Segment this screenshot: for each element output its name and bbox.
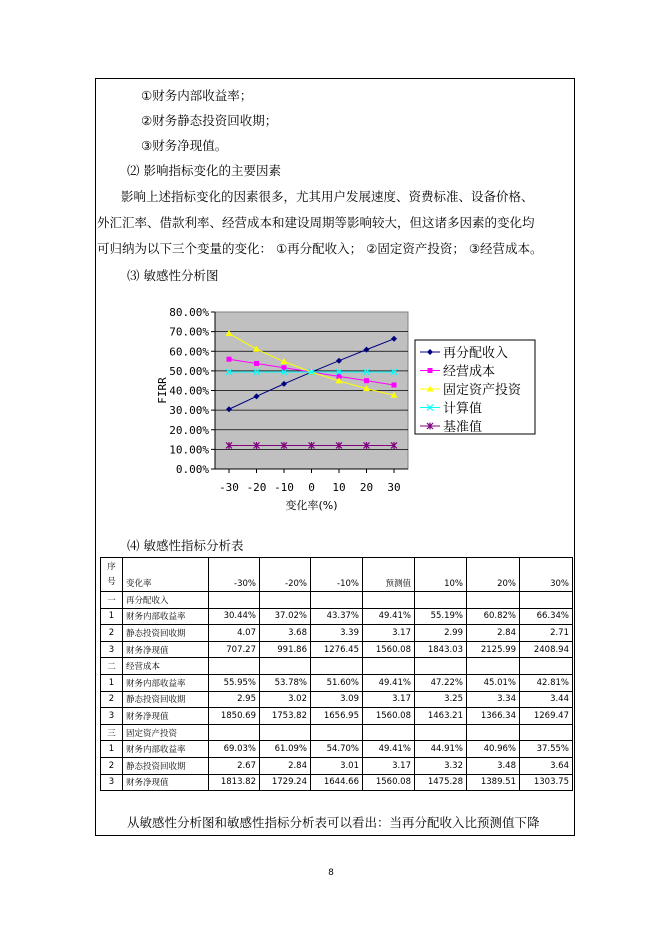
row-value — [467, 592, 520, 609]
row-seq: 一 — [101, 592, 123, 609]
row-label: 财务净现值 — [123, 774, 209, 791]
row-value: 1366.34 — [467, 708, 520, 725]
table-row — [101, 608, 573, 625]
table-row — [101, 625, 573, 642]
paragraph-line-1: 影响上述指标变化的因素很多，尤其用户发展速度、资费标准、设备价格、 — [121, 189, 534, 204]
x-tick-label: 10 — [332, 481, 346, 494]
legend-entry: 固定资产投资 — [443, 383, 522, 398]
row-label: 静态投资回收期 — [123, 691, 209, 708]
paragraph-line-2: 外汇汇率、借款利率、经营成本和建设周期等影响较大，但这诸多因素的变化均 — [97, 215, 535, 230]
row-value: 3.34 — [467, 691, 520, 708]
row-value: 3.44 — [520, 691, 573, 708]
row-value: 1644.66 — [311, 774, 363, 791]
header-seq-2: 号 — [107, 576, 116, 587]
data-point — [227, 357, 232, 362]
x-tick-label: -10 — [274, 481, 294, 494]
row-value: 1656.95 — [311, 708, 363, 725]
row-value: 4.07 — [209, 625, 260, 642]
section-heading-factors: ⑵ 影响指标变化的主要因素 — [127, 163, 281, 178]
section-heading-chart: ⑶ 敏感性分析图 — [127, 268, 219, 283]
sensitivity-chart — [155, 296, 550, 518]
row-value: 2.71 — [520, 625, 573, 642]
table-header-row — [101, 558, 573, 592]
row-seq: 2 — [101, 757, 123, 774]
table-row — [101, 691, 573, 708]
legend-entry: 计算值 — [443, 401, 483, 417]
header-seq — [101, 558, 123, 592]
table-section-row — [101, 658, 573, 675]
row-value: 3.25 — [415, 691, 467, 708]
row-label: 静态投资回收期 — [123, 625, 209, 642]
y-tick-label: 20.00% — [169, 423, 209, 437]
row-value: 55.95% — [209, 674, 260, 691]
row-seq: 3 — [101, 641, 123, 658]
row-value: 3.68 — [260, 625, 311, 642]
table-section-row — [101, 592, 573, 609]
header-col: 预测值 — [363, 558, 415, 592]
list-item-firr: ①财务内部收益率； — [141, 88, 253, 103]
row-label: 静态投资回收期 — [123, 757, 209, 774]
row-value: 1843.03 — [415, 641, 467, 658]
row-seq: 1 — [101, 608, 123, 625]
row-seq: 三 — [101, 724, 123, 741]
x-tick-label: 30 — [387, 481, 401, 494]
row-value: 1475.28 — [415, 774, 467, 791]
row-value: 42.81% — [520, 674, 573, 691]
row-value — [311, 724, 363, 741]
y-tick-label: 80.00% — [169, 306, 209, 319]
row-value: 3.17 — [363, 757, 415, 774]
x-axis-label: 变化率(%) — [285, 499, 338, 512]
row-value — [415, 724, 467, 741]
row-value — [467, 658, 520, 675]
row-value — [415, 592, 467, 609]
row-value — [311, 658, 363, 675]
row-value: 30.44% — [209, 608, 260, 625]
header-col: -30% — [209, 558, 260, 592]
section-heading-table: ⑷ 敏感性指标分析表 — [127, 538, 244, 553]
row-value: 69.03% — [209, 741, 260, 758]
row-value: 2.99 — [415, 625, 467, 642]
row-value: 2.84 — [467, 625, 520, 642]
row-value: 707.27 — [209, 641, 260, 658]
row-seq: 2 — [101, 625, 123, 642]
row-value: 61.09% — [260, 741, 311, 758]
row-value — [260, 658, 311, 675]
row-label: 财务净现值 — [123, 708, 209, 725]
row-seq: 3 — [101, 774, 123, 791]
row-value: 60.82% — [467, 608, 520, 625]
row-value: 3.17 — [363, 691, 415, 708]
row-value: 53.78% — [260, 674, 311, 691]
header-col: 10% — [415, 558, 467, 592]
paragraph-line-3: 可归纳为以下三个变量的变化： ①再分配收入； ②固定资产投资； ③经营成本。 — [97, 241, 543, 256]
y-tick-label: 40.00% — [169, 384, 209, 398]
row-seq: 3 — [101, 708, 123, 725]
row-value: 1276.45 — [311, 641, 363, 658]
row-value: 49.41% — [363, 674, 415, 691]
row-value: 55.19% — [415, 608, 467, 625]
list-item-npv: ③财务净现值。 — [141, 138, 228, 153]
header-col: -10% — [311, 558, 363, 592]
row-value — [363, 658, 415, 675]
row-value — [467, 724, 520, 741]
row-value — [311, 592, 363, 609]
row-value: 2.67 — [209, 757, 260, 774]
row-label: 财务内部收益率 — [123, 674, 209, 691]
row-value — [209, 724, 260, 741]
row-seq: 二 — [101, 658, 123, 675]
row-value: 1389.51 — [467, 774, 520, 791]
y-tick-label: 60.00% — [169, 345, 209, 359]
row-value — [520, 658, 573, 675]
table-row — [101, 741, 573, 758]
row-value: 51.60% — [311, 674, 363, 691]
x-tick-label: 0 — [308, 481, 315, 494]
y-tick-label: 10.00% — [169, 443, 209, 457]
row-value: 47.22% — [415, 674, 467, 691]
header-col: -20% — [260, 558, 311, 592]
row-label: 财务净现值 — [123, 641, 209, 658]
data-point — [392, 382, 397, 387]
row-label: 经营成本 — [123, 658, 209, 675]
row-value: 45.01% — [467, 674, 520, 691]
legend-entry: 经营成本 — [443, 364, 496, 380]
row-value: 49.41% — [363, 608, 415, 625]
x-tick-label: -30 — [219, 481, 239, 494]
row-seq: 2 — [101, 691, 123, 708]
row-value — [209, 592, 260, 609]
row-value: 37.55% — [520, 741, 573, 758]
header-col: 20% — [467, 558, 520, 592]
table-section-row — [101, 724, 573, 741]
sensitivity-table — [100, 557, 573, 791]
row-label: 财务内部收益率 — [123, 741, 209, 758]
row-value: 1560.08 — [363, 774, 415, 791]
row-value: 3.32 — [415, 757, 467, 774]
legend-entry: 基准值 — [443, 420, 483, 435]
row-value — [363, 592, 415, 609]
legend-marker — [428, 368, 433, 373]
row-value: 1729.24 — [260, 774, 311, 791]
y-tick-label: 0.00% — [175, 463, 209, 476]
y-tick-label: 30.00% — [169, 404, 209, 418]
row-value: 37.02% — [260, 608, 311, 625]
row-value: 3.02 — [260, 691, 311, 708]
row-label: 财务内部收益率 — [123, 608, 209, 625]
row-value: 3.48 — [467, 757, 520, 774]
header-col: 30% — [520, 558, 573, 592]
row-seq: 1 — [101, 674, 123, 691]
y-tick-label: 70.00% — [169, 325, 209, 339]
row-value — [415, 658, 467, 675]
data-point — [364, 378, 369, 383]
conclusion-text: 从敏感性分析图和敏感性指标分析表可以看出：当再分配收入比预测值下降 — [127, 815, 540, 830]
row-value: 3.09 — [311, 691, 363, 708]
row-seq: 1 — [101, 741, 123, 758]
row-value: 2408.94 — [520, 641, 573, 658]
row-value — [520, 724, 573, 741]
row-value: 44.91% — [415, 741, 467, 758]
row-value: 2.95 — [209, 691, 260, 708]
row-value: 1560.08 — [363, 708, 415, 725]
row-value: 1560.08 — [363, 641, 415, 658]
row-value: 2.84 — [260, 757, 311, 774]
row-value: 1463.21 — [415, 708, 467, 725]
row-value: 1753.82 — [260, 708, 311, 725]
row-value — [209, 658, 260, 675]
row-value: 54.70% — [311, 741, 363, 758]
row-value: 3.39 — [311, 625, 363, 642]
row-value: 40.96% — [467, 741, 520, 758]
row-label: 再分配收入 — [123, 592, 209, 609]
row-value: 1813.82 — [209, 774, 260, 791]
row-label: 固定资产投资 — [123, 724, 209, 741]
row-value: 2125.99 — [467, 641, 520, 658]
row-value: 1303.75 — [520, 774, 573, 791]
header-seq-1: 序 — [107, 561, 116, 572]
row-value: 66.34% — [520, 608, 573, 625]
page-number: 8 — [328, 868, 334, 878]
data-point — [254, 361, 259, 366]
row-value: 991.86 — [260, 641, 311, 658]
row-value — [363, 724, 415, 741]
row-value: 1269.47 — [520, 708, 573, 725]
row-value — [260, 724, 311, 741]
table-row — [101, 674, 573, 691]
x-tick-label: -20 — [246, 481, 267, 494]
y-tick-label: 50.00% — [169, 364, 209, 378]
table-row — [101, 774, 573, 791]
row-value: 3.64 — [520, 757, 573, 774]
row-value: 1850.69 — [209, 708, 260, 725]
row-value: 49.41% — [363, 741, 415, 758]
row-value — [520, 592, 573, 609]
list-item-payback: ②财务静态投资回收期； — [141, 113, 278, 128]
x-tick-label: 20 — [359, 481, 374, 494]
legend-entry: 再分配收入 — [443, 346, 509, 361]
table-row — [101, 757, 573, 774]
table-row — [101, 708, 573, 725]
row-value: 43.37% — [311, 608, 363, 625]
row-value — [260, 592, 311, 609]
row-value: 3.01 — [311, 757, 363, 774]
header-label: 变化率 — [123, 558, 209, 592]
table-row — [101, 641, 573, 658]
row-value: 3.17 — [363, 625, 415, 642]
y-axis-label: FIRR — [156, 377, 169, 404]
